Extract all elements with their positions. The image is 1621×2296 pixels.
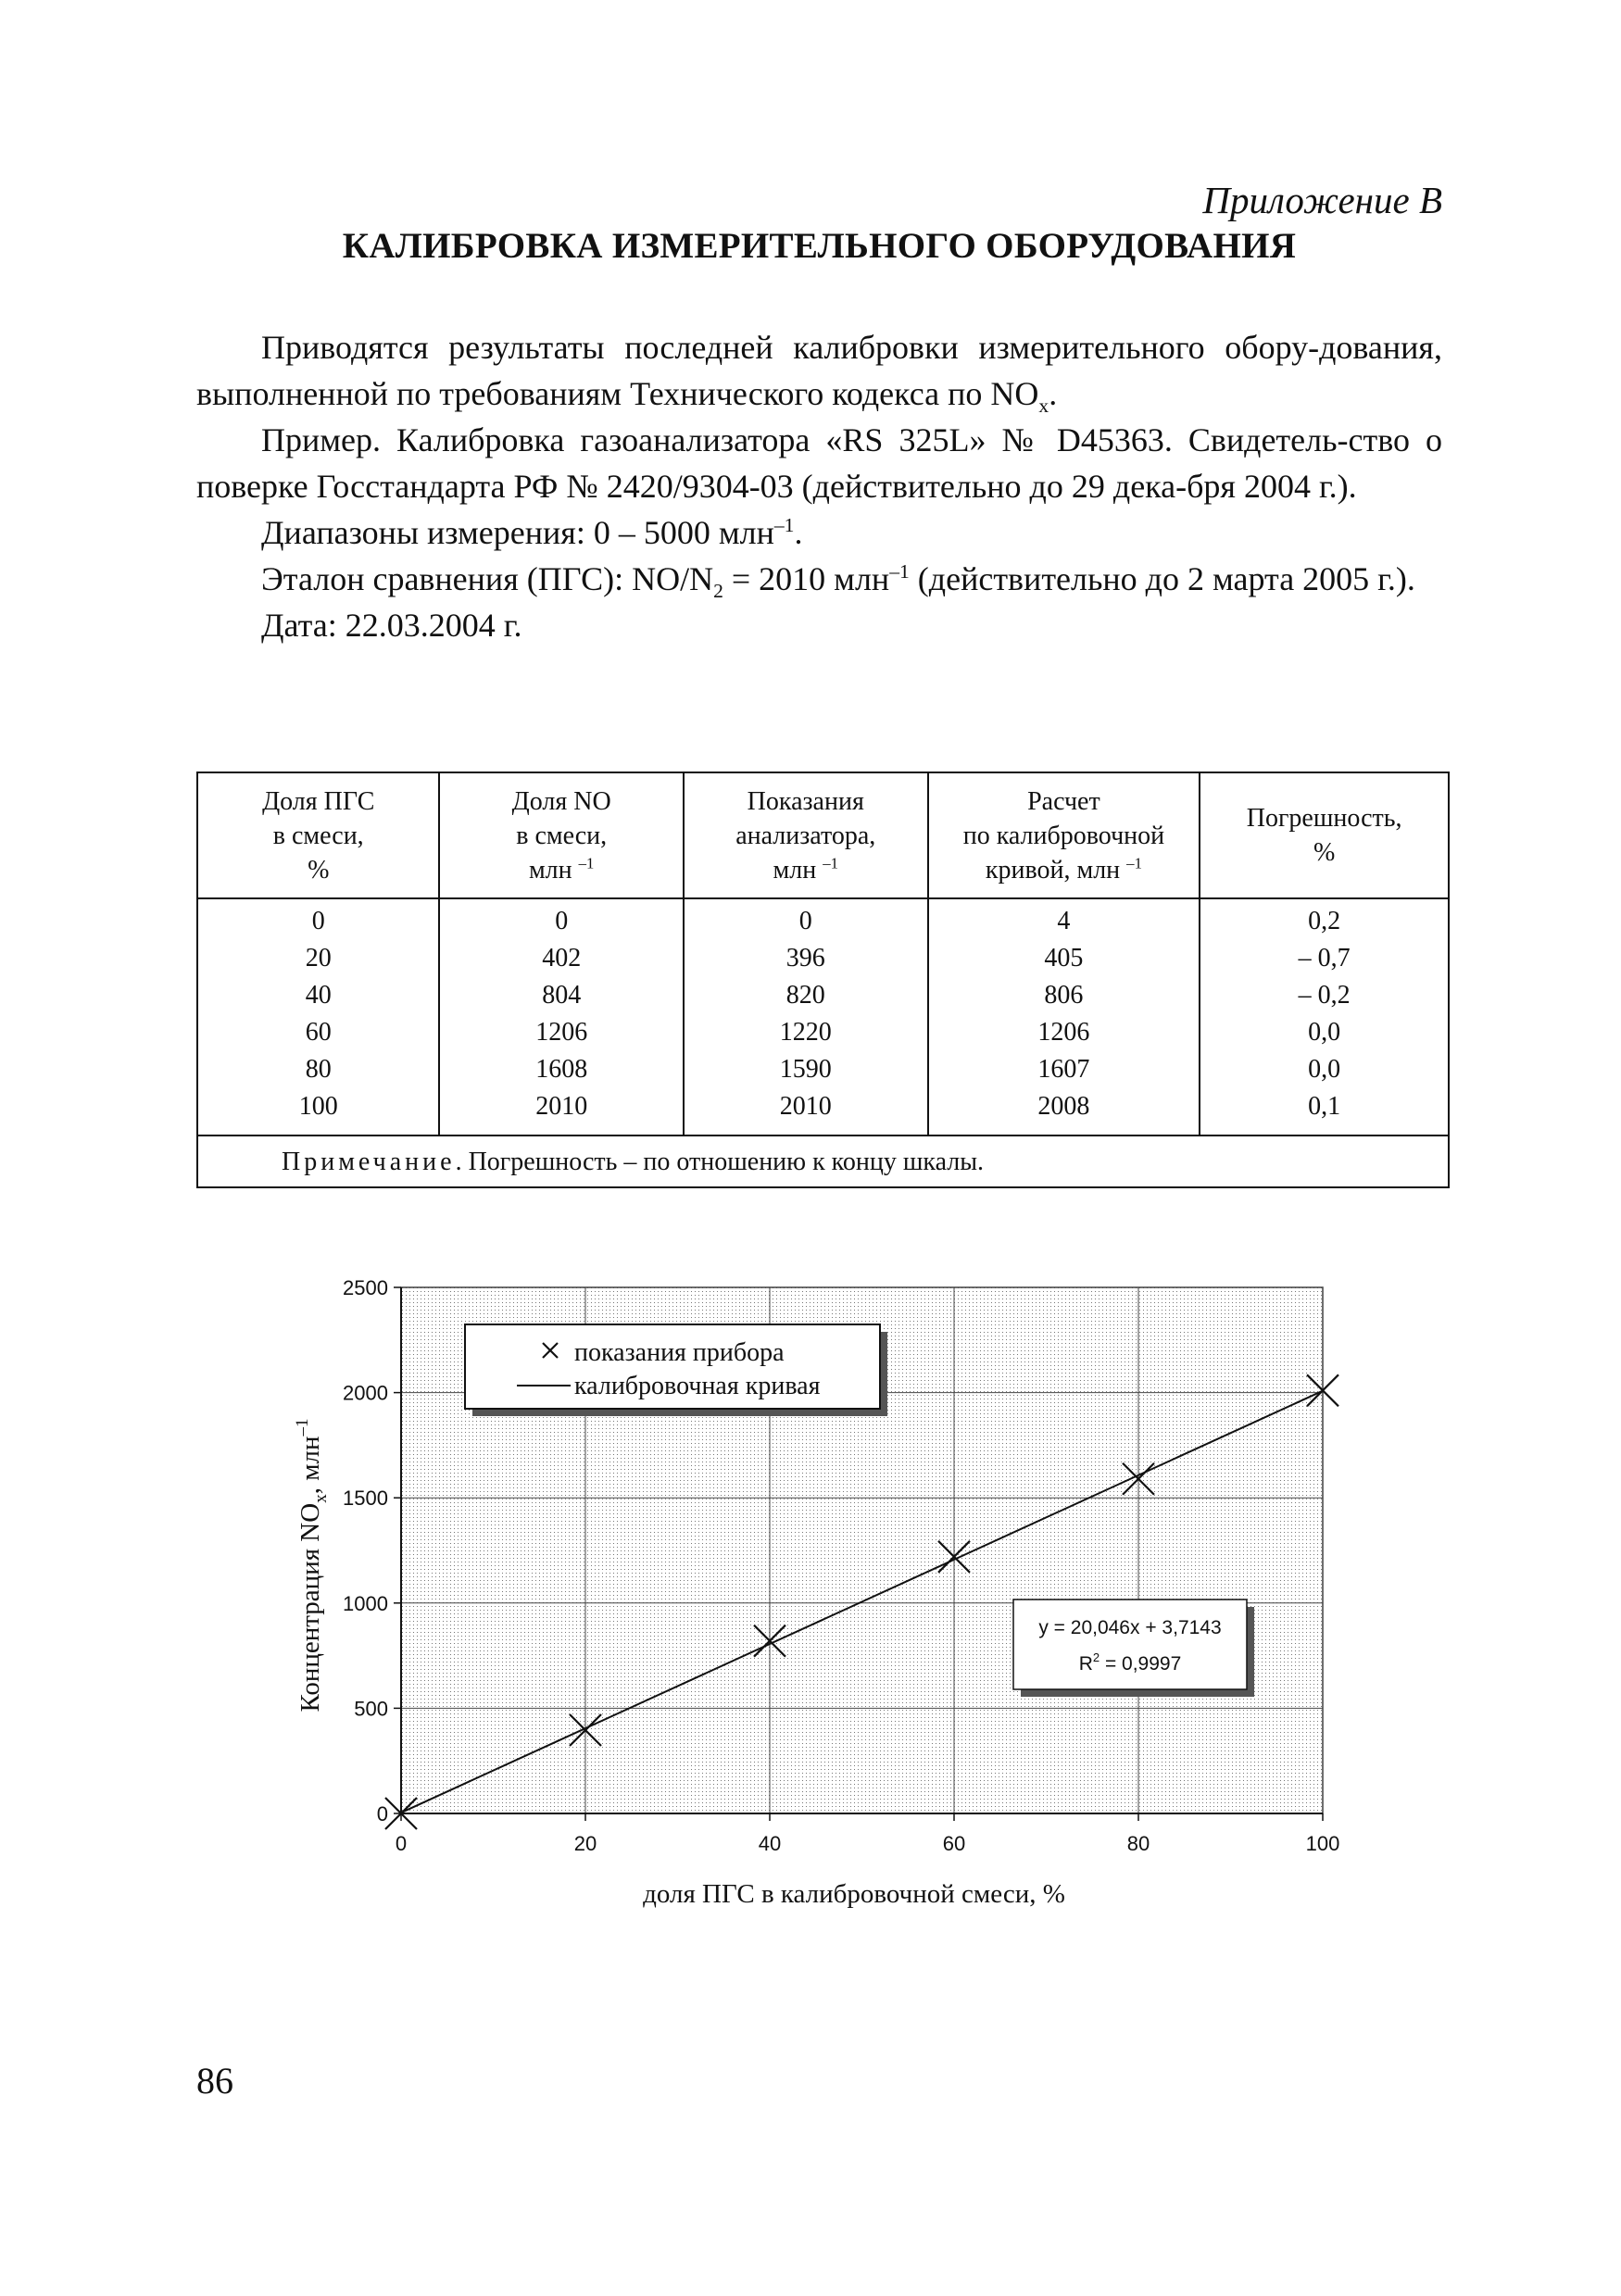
column-calculated: 4 405 806 1206 1607 2008 — [928, 898, 1200, 1135]
page-title: КАЛИБРОВКА ИЗМЕРИТЕЛЬНОГО ОБОРУДОВАНИЯ — [342, 226, 1297, 266]
chart-svg — [269, 1276, 1389, 1925]
header-error: Погрешность, % — [1200, 772, 1449, 898]
x-tick-label: 80 — [1126, 1832, 1150, 1855]
y-tick-label: 1500 — [343, 1487, 388, 1511]
y-tick-label: 500 — [354, 1697, 388, 1721]
table-data-row — [197, 898, 1449, 1135]
legend-label-curve: калибровочная кривая — [574, 1372, 821, 1400]
x-tick-label: 20 — [573, 1832, 597, 1855]
chart-legend — [465, 1324, 887, 1416]
column-error: 0,2 – 0,7 – 0,2 0,0 0,0 0,1 — [1200, 898, 1449, 1135]
paragraph-date: Дата: 22.03.2004 г. — [261, 607, 522, 644]
column-pgs-share: 0 20 40 60 80 100 — [197, 898, 439, 1135]
paragraph-reference: Эталон сравнения (ПГС): $NO/N_2 = 2010$ млн$^{-1}$ (действительно до 2 марта 2005 г.). — [261, 560, 1415, 603]
x-axis-label: доля ПГС в калибровочной смеси, % — [643, 1879, 1065, 1909]
body-text — [196, 324, 1442, 648]
paragraph-example: Пример. Калибровка газоанализатора «RS 325L» № D45363. Свидетель-ство о поверке Госстандарта РФ № 2420/9304-03 (действительно до 29 дека-бря 2004 г.). — [196, 421, 1442, 505]
x-tick-label: 100 — [1305, 1832, 1340, 1855]
y-tick-label: 0 — [376, 1802, 388, 1826]
y-axis-label: Концентрация $NO_x$, млн$^{-1}$ — [293, 1418, 331, 1713]
y-tick-label: 2000 — [343, 1381, 388, 1405]
x-tick-label: 40 — [758, 1832, 782, 1855]
regression-r-squared: $R^2 = 0,9997$ — [1078, 1650, 1182, 1675]
header-readings: Показания анализатора, млн $^{-1}$ — [684, 772, 928, 898]
header-no-share: Доля NO в смеси, млн $^{-1}$ — [439, 772, 683, 898]
regression-equation: y = 20,046x + 3,7143 — [1038, 1617, 1222, 1638]
table-note: Примечание. Погрешность – по отношению к концу шкалы. — [197, 1135, 1449, 1187]
legend-label-readings: показания прибора — [574, 1338, 785, 1367]
calibration-chart — [269, 1276, 1389, 1925]
paragraph-intro: Приводятся результаты последней калибровки измерительного обору-дования, выполненной по требованиям Технического кодекса по $NO_x$. — [196, 329, 1442, 418]
appendix-label: Приложение В — [1202, 179, 1442, 221]
y-tick-label: 2500 — [343, 1276, 388, 1299]
paragraph-ranges: Диапазоны измерения: 0 – 5000 млн$^{-1}$. — [261, 514, 803, 551]
x-tick-label: 0 — [395, 1832, 408, 1855]
page-number: 86 — [196, 2060, 233, 2102]
table-header-row — [197, 772, 1449, 898]
calibration-table — [196, 772, 1450, 1188]
table-note-row — [197, 1135, 1449, 1187]
header-calculated: Расчет по калибровочной кривой, млн $^{-1}$ — [928, 772, 1200, 898]
x-tick-label: 60 — [942, 1832, 966, 1855]
header-pgs-share: Доля ПГС в смеси, % — [197, 772, 439, 898]
regression-annotation — [1013, 1600, 1254, 1697]
column-readings: 0 396 820 1220 1590 2010 — [684, 898, 928, 1135]
y-tick-label: 1000 — [343, 1591, 388, 1615]
calibration-table-wrap — [196, 772, 1450, 1188]
column-no-share: 0 402 804 1206 1608 2010 — [439, 898, 683, 1135]
